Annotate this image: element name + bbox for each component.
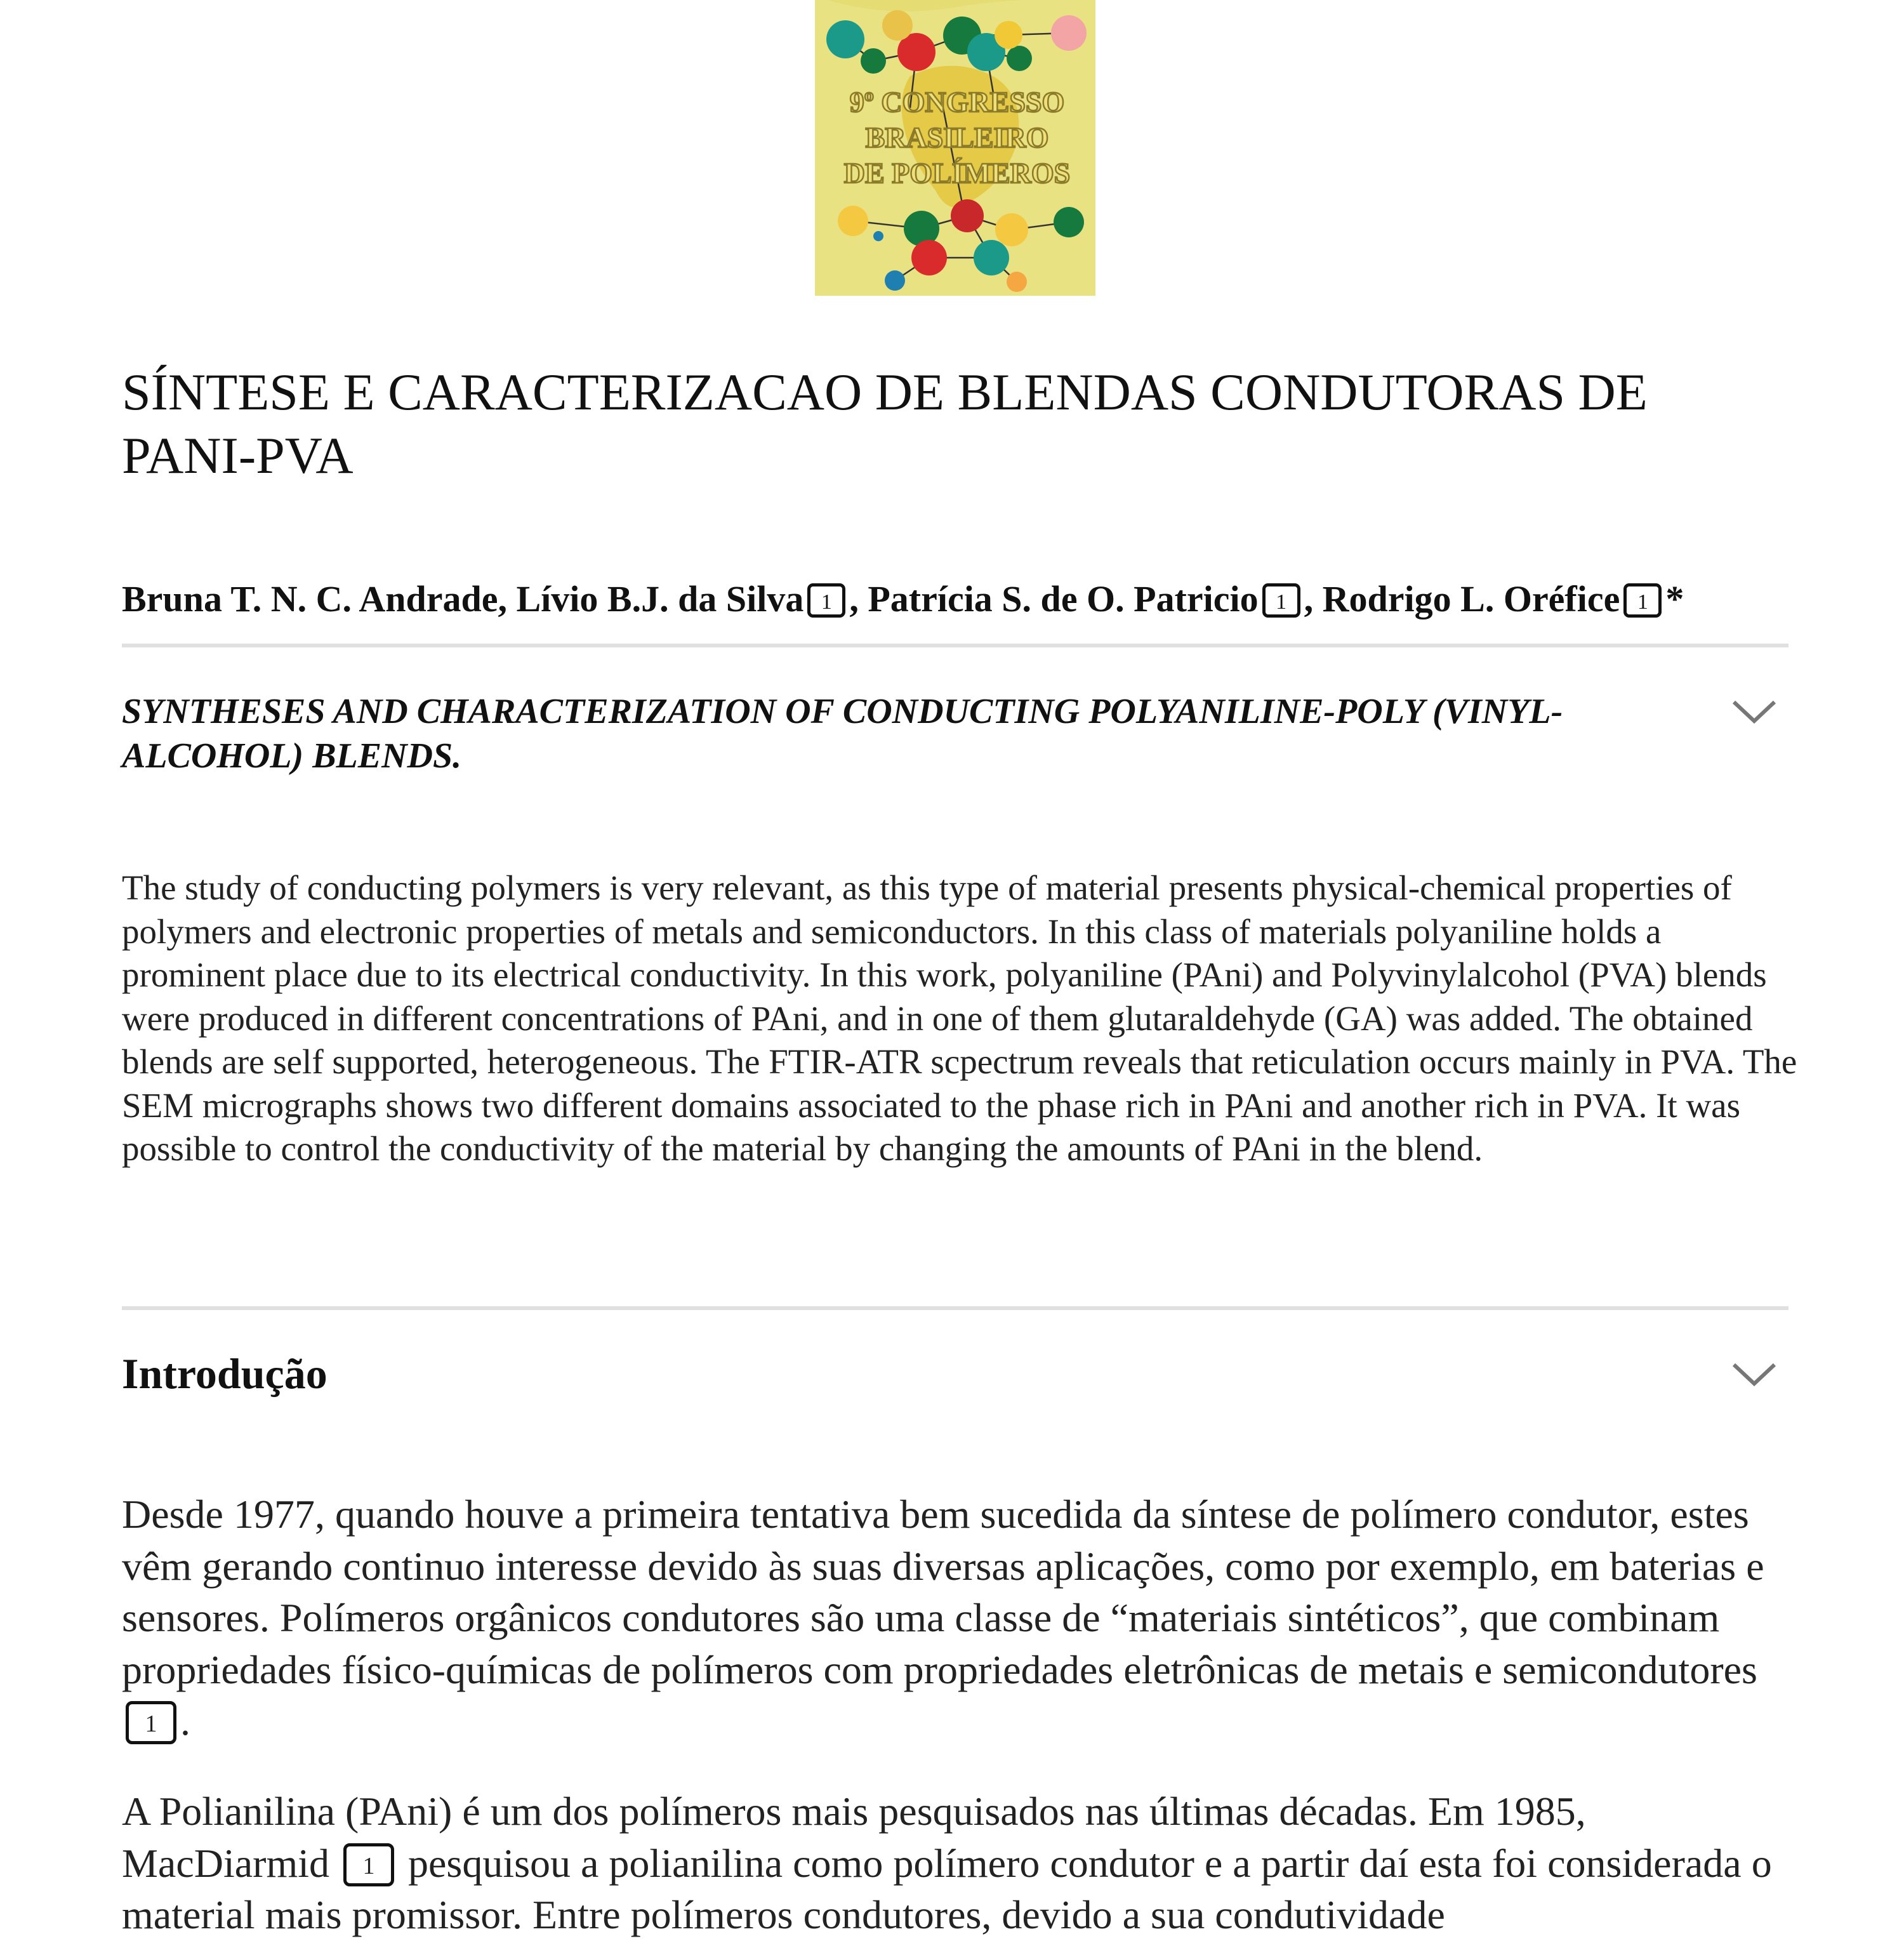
divider: [122, 644, 1788, 647]
section-heading: Introdução: [122, 1349, 327, 1398]
paragraph-text: A Polianilina (PAni) é um dos polímeros mais pesquisados nas últimas décadas. Em 1985, MacDiarmid: [122, 1789, 1586, 1886]
logo-text: [844, 86, 1071, 189]
paper-title: SÍNTESE E CARACTERIZACAO DE BLENDAS CONDUTORAS DE PANI-PVA: [122, 363, 1648, 484]
author-list: [122, 576, 1848, 622]
logo-line-1: 9º CONGRESSO: [849, 86, 1065, 118]
intro-section-header[interactable]: [122, 1348, 1788, 1399]
chevron-down-icon[interactable]: [1730, 697, 1778, 726]
paragraph-end: .: [180, 1699, 190, 1744]
intro-paragraph-2: [122, 1785, 1797, 1941]
author-names-2: , Patrícia S. de O. Patricio: [849, 578, 1259, 619]
citation-ref[interactable]: 1: [343, 1843, 394, 1886]
congress-logo: [815, 0, 1095, 296]
abstract-section-header[interactable]: [122, 689, 1788, 778]
abstract-text: The study of conducting polymers is very relevant, as this type of material presents physical-chemical properties of polymers and electronic properties of metals and semiconductors. In this class of materials polyaniline holds a prominent place due to its electrical conductivity. In this work, polyaniline (PAni) and Polyvinylalcohol (PVA) blends were produced in different concentrations of PAni, and in one of them glutaraldehyde (GA) was added. The obtained blends are self supported, heterogeneous. The FTIR-ATR scpectrum reveals that reticulation occurs mainly in PVA. The SEM micrographs shows two different domains associated to the phase rich in PAni and another rich in PVA. It was possible to control the conductivity of the material by changing the amounts of PAni in the blend.: [122, 868, 1797, 1168]
paragraph-text: pesquisou a polianilina como polímero condutor e a partir daí esta foi considerada o material mais promissor. Entre polímeros condutores, devido a sua condutividade: [122, 1840, 1772, 1937]
intro-paragraph-1: [122, 1488, 1797, 1747]
logo-line-2: BRASILEIRO: [865, 121, 1049, 154]
logo-line-3: DE POLÍMEROS: [843, 157, 1071, 189]
affiliation-ref[interactable]: 1: [1262, 583, 1300, 618]
author-names-3: , Rodrigo L. Oréfice: [1304, 578, 1620, 619]
divider: [122, 1306, 1788, 1310]
chevron-down-icon[interactable]: [1730, 1360, 1778, 1389]
affiliation-ref[interactable]: 1: [807, 583, 845, 618]
affiliation-ref[interactable]: 1: [1623, 583, 1662, 618]
paragraph-text: Desde 1977, quando houve a primeira tentativa bem sucedida da síntese de polímero condutor, estes vêm gerando continuo interesse devido às suas diversas aplicações, como por exemplo, em baterias e sensores. Polímeros orgânicos condutores são uma classe de “materiais sintéticos”, que combinam propriedades físico-químicas de polímeros com propriedades eletrônicas de metais e semicondutores: [122, 1492, 1764, 1692]
author-names-1: Bruna T. N. C. Andrade, Lívio B.J. da Silva: [122, 578, 804, 619]
english-title: SYNTHESES AND CHARACTERIZATION OF CONDUCTING POLYANILINE-POLY (VINYL-ALCOHOL) BLENDS.: [122, 692, 1563, 776]
corresponding-marker: *: [1665, 578, 1684, 619]
citation-ref[interactable]: 1: [126, 1701, 176, 1744]
